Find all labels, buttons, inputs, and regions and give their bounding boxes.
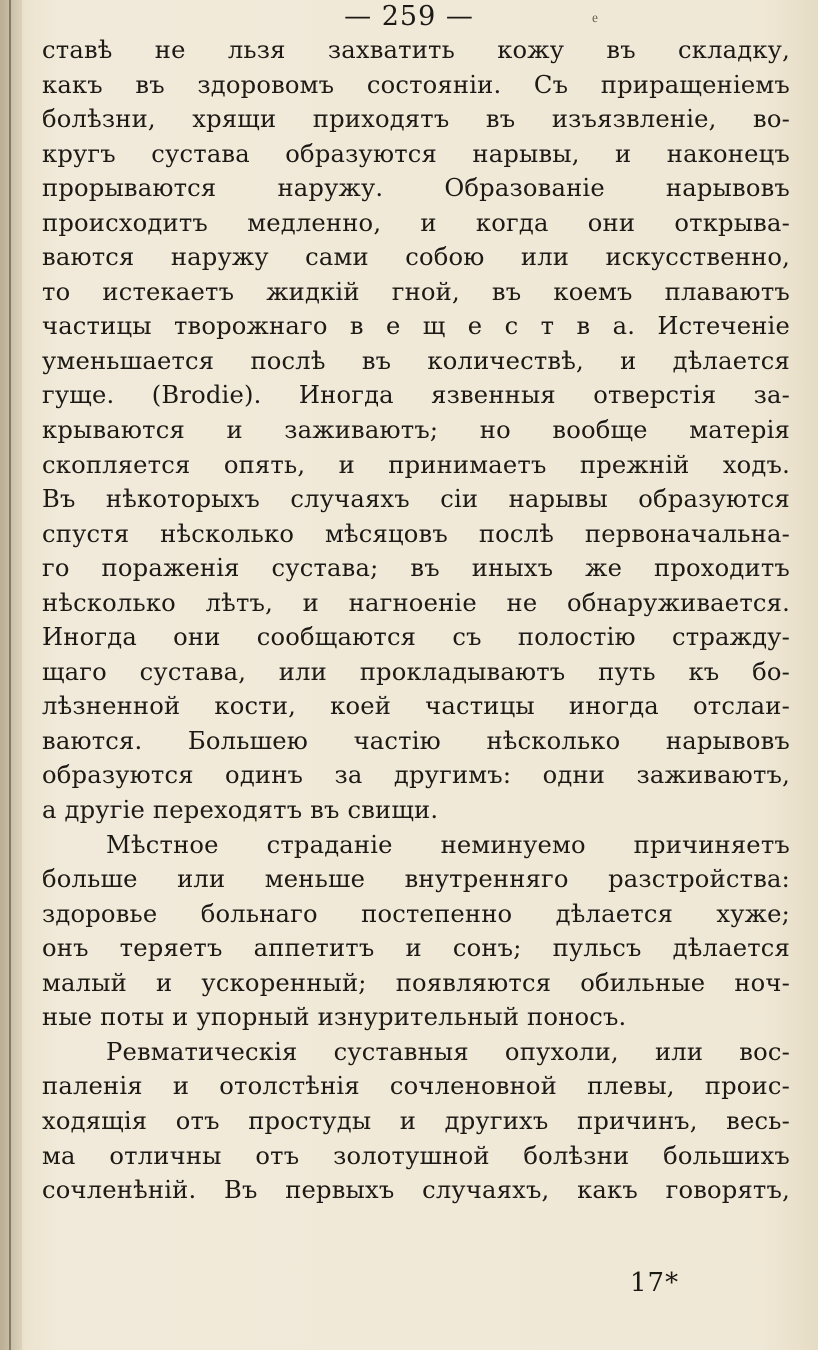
text-line: нѣсколько лѣтъ, и нагноеніе не обнаруживается.	[42, 588, 790, 617]
text-line: гуще. (Brodie). Иногда язвенныя отверстія за-	[42, 381, 790, 410]
text-line: прорываются наружу. Образованіе нарывовъ	[42, 174, 790, 203]
text-line: Иногда они сообщаются съ полостію стражду-	[42, 623, 790, 652]
text-line: ма отличны отъ золотушной болѣзни большихъ	[42, 1141, 790, 1170]
text-line: ходящія отъ простуды и другихъ причинъ, весь-	[42, 1106, 790, 1135]
text-line: уменьшается послѣ въ количествѣ, и дѣлается	[42, 346, 790, 375]
text-line: ваются. Большею частію нѣсколько нарывовъ	[42, 726, 790, 755]
signature-mark: 17*	[630, 1268, 680, 1298]
text-line: Ревматическія суставныя опухоли, или вос-	[106, 1037, 790, 1066]
text-line: ные поты и упорный изнурительный поносъ.	[42, 1003, 627, 1032]
page-edge-line	[9, 0, 11, 1350]
text-line: болѣзни, хрящи приходятъ въ изъязвленіе, во-	[42, 105, 790, 134]
text-line: частицы творожнаго в е щ е с т в а. Истеченіе	[42, 312, 790, 341]
page-number-header: — 259 —	[344, 1, 474, 32]
text-line: а другіе переходятъ въ свищи.	[42, 796, 439, 825]
book-spine	[0, 0, 22, 1350]
text-line: го пораженія сустава; въ иныхъ же проходитъ	[42, 554, 790, 583]
text-line: кругъ сустава образуются нарывы, и наконецъ	[42, 139, 790, 168]
text-line: лѣзненной кости, коей частицы иногда отслаи-	[42, 692, 790, 721]
text-line: сочленѣній. Въ первыхъ случаяхъ, какъ говорятъ,	[42, 1176, 790, 1205]
text-line: скопляется опять, и принимаетъ прежній ходъ.	[42, 450, 790, 479]
text-line: малый и ускоренный; появляются обильные ноч-	[42, 968, 790, 997]
text-line: Въ нѣкоторыхъ случаяхъ сіи нарывы образуются	[42, 485, 790, 514]
text-line: здоровье больнаго постепенно дѣлается хуже;	[42, 899, 790, 928]
text-line: спустя нѣсколько мѣсяцовъ послѣ первоначальна-	[42, 519, 790, 548]
text-line: ваются наружу сами собою или искусственно,	[42, 243, 790, 272]
text-line: образуются одинъ за другимъ: одни заживаютъ,	[42, 761, 790, 790]
text-line: происходитъ медленно, и когда они открыва-	[42, 208, 790, 237]
text-line: какъ въ здоровомъ состояніи. Съ приращеніемъ	[42, 70, 790, 99]
text-line: то истекаетъ жидкій гной, въ коемъ плаваютъ	[42, 277, 790, 306]
text-line: онъ теряетъ аппетитъ и сонъ; пульсъ дѣлается	[42, 934, 790, 963]
text-line: ставѣ не льзя захватить кожу въ складку,	[42, 36, 790, 64]
text-line: больше или меньше внутренняго разстройства:	[42, 865, 790, 894]
text-line: щаго сустава, или прокладываютъ путь къ бо-	[42, 657, 790, 686]
body-text	[42, 33, 790, 1208]
text-line: паленія и отолстѣнія сочленовной плевы, проис-	[42, 1072, 790, 1101]
text-line: Мѣстное страданіе неминуемо причиняетъ	[106, 830, 790, 859]
text-line: крываются и заживаютъ; но вообще матерія	[42, 416, 790, 445]
